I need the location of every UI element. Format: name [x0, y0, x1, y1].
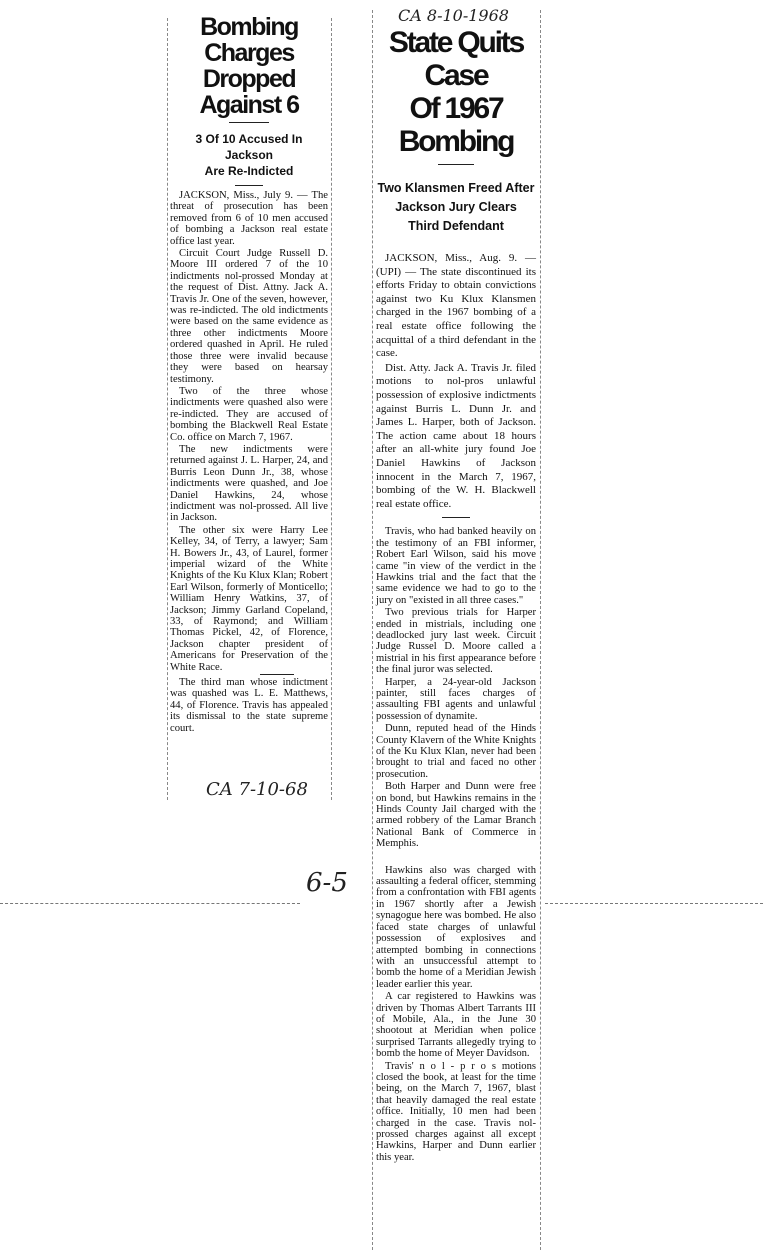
left-paragraph-3: Two of the three whose indictments were quashed also were re-indicted. They are accused of bombing the Blackwell Real Estate Co. office on March 7, 1967.: [170, 385, 328, 443]
left-paragraph-1: JACKSON, Miss., July 9. — The threat of prosecution has been removed from 6 of 10 men accused of bombing a Jackson real estate office last year.: [170, 190, 328, 247]
right-column-rule: [372, 10, 373, 1250]
right-paragraph-2: Dist. Atty. Jack A. Travis Jr. filed motions to nol-pros unlawful possession of explosive indictments against Burris L. Dunn Jr. and James L. Harper, both of Jackson. The action came about 18 hours after an all-white jury found Joe Daniel Hawkins of Jackson innocent in the March 7, 1967, bombing of the W. H. Blackwell real estate office.: [376, 361, 536, 510]
left-deck-line2: Are Re-Indicted: [204, 164, 294, 178]
right-deck: [376, 179, 536, 236]
fold-line-right: [545, 903, 763, 904]
right-headline-rule: [438, 164, 474, 165]
right-deck-line3: Third Defendant: [408, 219, 504, 233]
left-deck-line1: 3 Of 10 Accused In Jackson: [195, 132, 303, 162]
right-paragraph-8: Hawkins also was charged with assaulting a federal officer, stemming from a confrontation with FBI agents in 1967 shortly after a Jewish synagogue here was bombed. He also faced state charges of unlawful possession of explosives and attempted bombing in connections with an unsuccessful attempt to bomb the home of a Meridian Jewish leader earlier this year.: [376, 864, 536, 990]
margin-handwritten-note: 6-5: [306, 868, 348, 898]
paragraph-rule: [260, 674, 294, 675]
right-paragraph-10: Travis' n o l - p r o s motions closed the book, at least for the time being, on the March 7, 1967, blast that heavily damaged the real estate office. Initially, 10 men had been charged in the case. Travis nol-prossed charges against all except Hawkins, Harper and Dunn earlier this year.: [376, 1060, 536, 1163]
right-paragraph-3: Travis, who had banked heavily on the testimony of an FBI informer, Robert Earl Wilson, said his move came "in view of the verdict in the Hawkins trial and the fact that the same evidence we had to go to the jury on "existed in all three cases.": [376, 526, 536, 606]
headline-rule: [229, 122, 269, 123]
deck-rule: [235, 185, 263, 186]
right-paragraph-4: Two previous trials for Harper ended in mistrials, including one deadlocked jury last week. Circuit Judge Russel D. Moore called a mistrial in his first appearance before the final juror was selected.: [376, 607, 536, 676]
right-paragraph-7: Both Harper and Dunn were free on bond, but Hawkins remains in the Hinds County Jail charged with the armed robbery of the Lamar Branch National Bank of Commerce in Memphis.: [376, 781, 536, 850]
right-paragraph-1: JACKSON, Miss., Aug. 9. — (UPI) — The state discontinued its efforts Friday to obtain convictions against two Ku Klux Klansmen charged in the 1967 bombing of a real estate office following the acquittal of a third defendant in the case.: [376, 252, 536, 360]
left-handwritten-date: CA 7-10-68: [206, 779, 308, 800]
left-article: [170, 14, 328, 735]
left-headline: [170, 14, 328, 118]
right-handwritten-date: CA 8-10-1968: [398, 6, 509, 25]
left-column-rule: [167, 18, 168, 800]
left-headline-line2: Dropped Against 6: [199, 65, 299, 119]
left-deck: [170, 131, 328, 179]
right-headline: [376, 26, 536, 158]
right-deck-line2: Jackson Jury Clears: [395, 200, 517, 214]
left-paragraph-5: The other six were Harry Lee Kelley, 34, of Terry, a lawyer; Sam H. Bowers Jr., 43, of Laurel, former imperial wizard of the White Knights of the Ku Klux Klan; Robert Earl Wilson, formerly of Monticello; William Henry Watkins, 37, of Jackson; Jimmy Garland Copeland, 33, of Raymond; and William Thomas Pickel, 42, of Florence, Jackson chapter president of Americans for Preservation of the White Race.: [170, 524, 328, 673]
right-paragraph-5: Harper, a 24-year-old Jackson painter, still faces charges of assaulting FBI agents and unlawful possession of dynamite.: [376, 676, 536, 722]
right-headline-line2: Of 1967 Bombing: [398, 92, 514, 158]
right-article: [376, 26, 536, 1164]
right-paragraph-6: Dunn, reputed head of the Hinds County Klavern of the White Knights of the Ku Klux Klan, never had been brought to trial and faced no other prosecution.: [376, 723, 536, 780]
right-paragraph-9: A car registered to Hawkins was driven by Thomas Albert Tarrants III of Mobile, Ala., in the June 30 shootout at Meridian when police surprised Tarrants allegedly trying to bomb the home of Meyer Davidson.: [376, 991, 536, 1060]
left-headline-line1: Bombing Charges: [200, 13, 298, 67]
right-column-rule-right: [540, 10, 541, 1250]
right-section-rule: [442, 517, 470, 518]
left-column-rule-right: [331, 18, 332, 800]
right-deck-line1: Two Klansmen Freed After: [377, 181, 535, 195]
fold-line-left: [0, 903, 300, 904]
left-paragraph-6: The third man whose indictment was quashed was L. E. Matthews, 44, of Florence. Travis has appealed its dismissal to the state supreme court.: [170, 677, 328, 734]
right-headline-line1: State Quits Case: [388, 26, 524, 92]
left-paragraph-2: Circuit Court Judge Russell D. Moore III ordered 7 of the 10 indictments nol-prossed Monday at the request of Dist. Attny. Jack A. Travis Jr. One of the seven, however, was re-indicted. The old indictments were based on the same evidence as three other indictments Moore ordered quashed in April. He ruled those three were invalid because they were based on hearsay testimony.: [170, 248, 328, 385]
left-paragraph-4: The new indictments were returned against J. L. Harper, 24, and Burris Leon Dunn Jr., 38, whose indictments were quashed, and Joe Daniel Hawkins, 24, whose indictment was nol-prossed. All live in Jackson.: [170, 443, 328, 524]
